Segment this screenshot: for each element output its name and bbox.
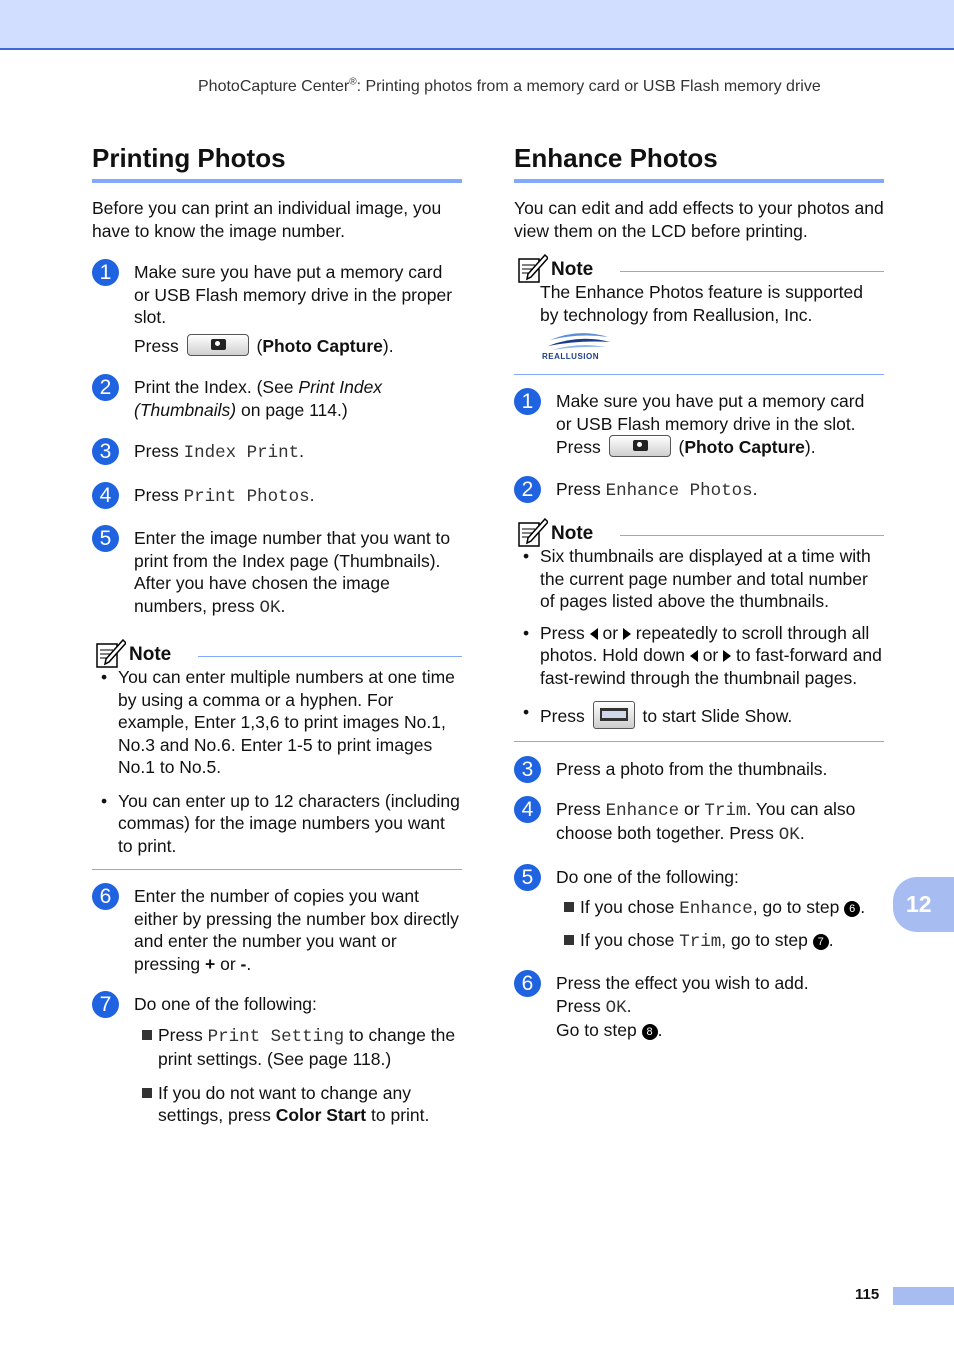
left-arrow-icon xyxy=(690,650,698,662)
step-2 xyxy=(92,376,462,421)
step-text: Press a photo from the thumbnails. xyxy=(556,759,828,779)
photo-capture-key[interactable] xyxy=(187,334,249,356)
step-text: Press the effect you wish to add. xyxy=(556,973,809,993)
press-line: Press (Photo Capture). xyxy=(556,437,816,457)
option-item: If you chose Trim, go to step 7 . xyxy=(562,929,884,954)
note-box xyxy=(92,639,462,870)
step-6 xyxy=(92,885,462,975)
note-pencil-icon xyxy=(518,518,548,548)
camera-icon xyxy=(211,339,226,350)
step-number: 2 xyxy=(514,476,541,503)
right-arrow-icon xyxy=(623,628,631,640)
step-number: 1 xyxy=(92,259,119,286)
step-number: 5 xyxy=(92,525,119,552)
step-text: Enter the image number that you want to print from the Index page (Thumbnails). After you have chosen the image numbers, press OK. xyxy=(134,528,451,618)
option-item: If you chose Enhance, go to step 6 . xyxy=(562,896,884,921)
note-box xyxy=(514,518,884,742)
note-title: Note xyxy=(129,644,172,665)
step-number: 4 xyxy=(92,482,119,509)
step-3 xyxy=(92,440,462,465)
step-number: 5 xyxy=(514,864,541,891)
note-pencil-icon xyxy=(96,639,126,669)
intro-text: Before you can print an individual image, you have to know the image number. xyxy=(92,198,442,241)
top-banner xyxy=(0,0,954,50)
step-1 xyxy=(514,390,884,459)
note-box xyxy=(514,254,884,375)
enhance-photos-section xyxy=(514,140,884,1042)
option-item: If you do not want to change any settings, press Color Start to print. xyxy=(140,1082,462,1127)
note-pencil-icon xyxy=(518,254,548,284)
note-end-rule xyxy=(514,741,884,742)
step-3 xyxy=(514,758,884,781)
step-text: Enter the number of copies you want either by pressing the number box directly and enter the number you want or pressing + or -. xyxy=(134,886,459,974)
step-2 xyxy=(514,478,884,503)
note-bullet: • You can enter multiple numbers at one time by using a comma or a hyphen. For example, Enter 1,3,6 to print images No.1, No.3 and No.6. Enter 1-5 to print images No.1 to No.5. xyxy=(92,666,462,779)
step-text: Go to step 8 . xyxy=(556,1020,663,1040)
step-text: Press Print Photos. xyxy=(134,484,315,507)
step-text: Print the Index. (See Print Index (Thumbnails) on page 114.) xyxy=(134,377,383,420)
step-1 xyxy=(92,261,462,357)
intro-text: You can edit and add effects to your photos and view them on the LCD before printing. xyxy=(514,198,884,241)
photo-capture-key[interactable] xyxy=(609,435,671,457)
slide-show-key[interactable] xyxy=(593,701,635,729)
note-rule xyxy=(620,535,884,536)
page-number: 115 xyxy=(855,1286,880,1303)
note-title: Note xyxy=(551,259,594,280)
note-header xyxy=(514,254,884,286)
note-bullet: • Six thumbnails are displayed at a time with the current page number and total number of pages listed above the thumbnails. xyxy=(514,545,884,613)
step-text: Make sure you have put a memory card or USB Flash memory drive in the slot. xyxy=(556,391,865,434)
step-text: Press Enhance or Trim. You can also choose both together. Press OK. xyxy=(556,798,856,845)
section-title: Enhance Photos xyxy=(514,140,884,183)
step-number: 3 xyxy=(92,438,119,465)
note-end-rule xyxy=(514,374,884,375)
step-text: Press Enhance Photos. xyxy=(556,478,758,501)
note-rule xyxy=(198,656,462,657)
note-bullet: • Press or repeatedly to scroll through all photos. Hold down or to fast-forward and fast-rewind through the thumbnail pages. xyxy=(514,622,884,690)
note-end-rule xyxy=(92,869,462,870)
step-7 xyxy=(92,993,462,1127)
slideshow-icon xyxy=(600,708,628,721)
running-header: PhotoCapture Center®: Printing photos from a memory card or USB Flash memory drive xyxy=(198,76,821,95)
right-arrow-icon xyxy=(723,650,731,662)
step-5 xyxy=(92,527,462,619)
step-number: 1 xyxy=(514,388,541,415)
step-number: 4 xyxy=(514,796,541,823)
printing-photos-section xyxy=(92,140,462,1127)
option-item: Press Print Setting to change the print settings. (See page 118.) xyxy=(140,1024,462,1071)
step-text: Press OK. xyxy=(556,995,632,1018)
step-4 xyxy=(92,484,462,509)
reallusion-swoosh-icon xyxy=(546,330,612,352)
step-text: Do one of the following: xyxy=(134,994,317,1014)
step-number: 2 xyxy=(92,374,119,401)
press-line: Press (Photo Capture). xyxy=(134,335,394,356)
step-5 xyxy=(514,866,884,954)
note-bullet: • You can enter up to 12 characters (including commas) for the image numbers you want to print. xyxy=(92,790,462,858)
note-bullet: • Press to start Slide Show. xyxy=(514,701,884,729)
camera-icon xyxy=(633,440,648,451)
note-rule xyxy=(620,271,884,272)
step-text: Make sure you have put a memory card or USB Flash memory drive in the proper slot. xyxy=(134,262,453,327)
reallusion-logo: REALLUSION xyxy=(542,330,884,364)
step-number: 3 xyxy=(514,756,541,783)
section-title: Printing Photos xyxy=(92,140,462,183)
left-arrow-icon xyxy=(590,628,598,640)
page-number-bar xyxy=(893,1287,954,1305)
chapter-tab: 12 xyxy=(893,877,954,932)
step-text: Press Index Print. xyxy=(134,441,305,463)
step-text: Do one of the following: xyxy=(556,866,739,887)
note-title: Note xyxy=(551,523,594,544)
note-text: The Enhance Photos feature is supported by technology from Reallusion, Inc. xyxy=(540,282,863,325)
step-number: 6 xyxy=(514,970,541,997)
step-number: 7 xyxy=(92,991,119,1018)
step-number: 6 xyxy=(92,883,119,910)
step-4 xyxy=(514,798,884,847)
step-6 xyxy=(514,972,884,1042)
